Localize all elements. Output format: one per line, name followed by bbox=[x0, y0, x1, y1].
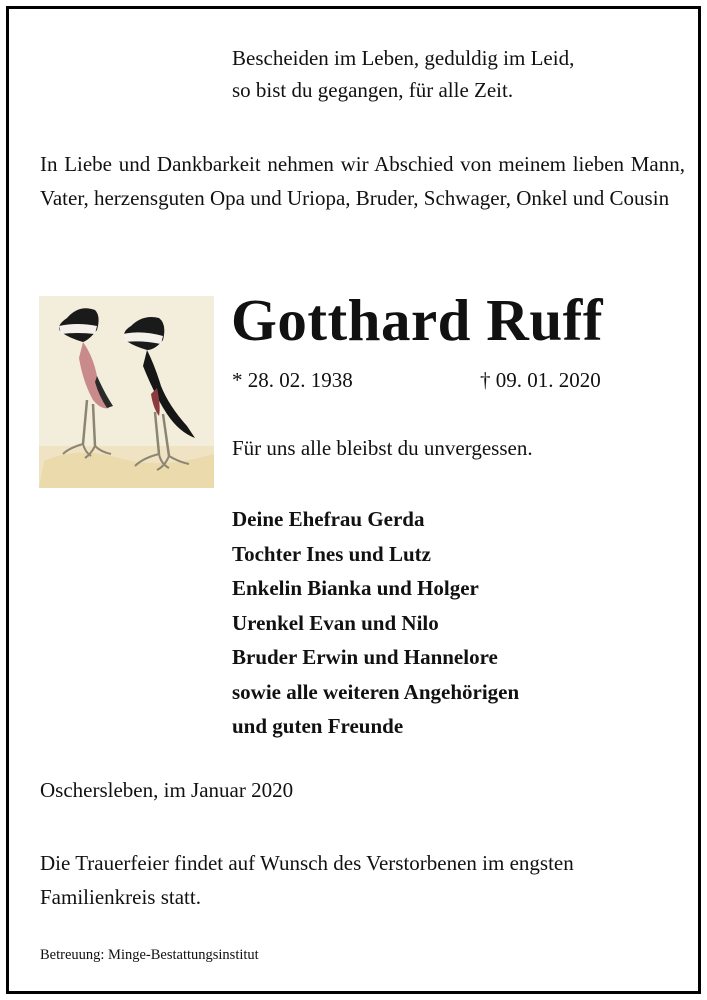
mourners-list bbox=[232, 502, 519, 744]
obituary-frame bbox=[6, 6, 701, 994]
mourner-line: Urenkel Evan und Nilo bbox=[232, 610, 439, 635]
mourner-line: und guten Freunde bbox=[232, 714, 404, 738]
verse bbox=[232, 42, 574, 106]
verse-line-1: Bescheiden im Leben, geduldig im Leid, bbox=[232, 46, 575, 70]
birth-date: * 28. 02. 1938 bbox=[232, 368, 353, 392]
death-date: † 09. 01. 2020 bbox=[480, 368, 601, 392]
mourner-line: Deine Ehefrau Gerda bbox=[232, 507, 425, 531]
mourner-line: Tochter Ines und Lutz bbox=[232, 541, 431, 566]
intro-text: In Liebe und Dankbarkeit nehmen wir Abschied von meinem lieben Mann, Vater, herzensguten Opa und Uriopa, Bruder, Schwager, Onkel und Cousin bbox=[40, 152, 685, 210]
memorial-line: Für uns alle bleibst du unvergessen. bbox=[232, 436, 533, 460]
verse-line-2: so bist du gegangen, für alle Zeit. bbox=[232, 78, 514, 102]
funeral-notice: Die Trauerfeier findet auf Wunsch des Verstorbenen im engsten Familienkreis statt. bbox=[40, 851, 574, 909]
mourner-line: sowie alle weiteren Angehörigen bbox=[232, 679, 520, 704]
deceased-name: Gotthard Ruff bbox=[231, 287, 603, 353]
mourner-line: Bruder Erwin und Hannelore bbox=[232, 645, 498, 669]
pigeon-illustration-icon bbox=[39, 296, 214, 488]
funeral-home-credit: Betreuung: Minge-Bestattungsinstitut bbox=[40, 947, 259, 963]
place-date: Oschersleben, im Januar 2020 bbox=[40, 778, 294, 802]
mourner-line: Enkelin Bianka und Holger bbox=[232, 576, 479, 600]
